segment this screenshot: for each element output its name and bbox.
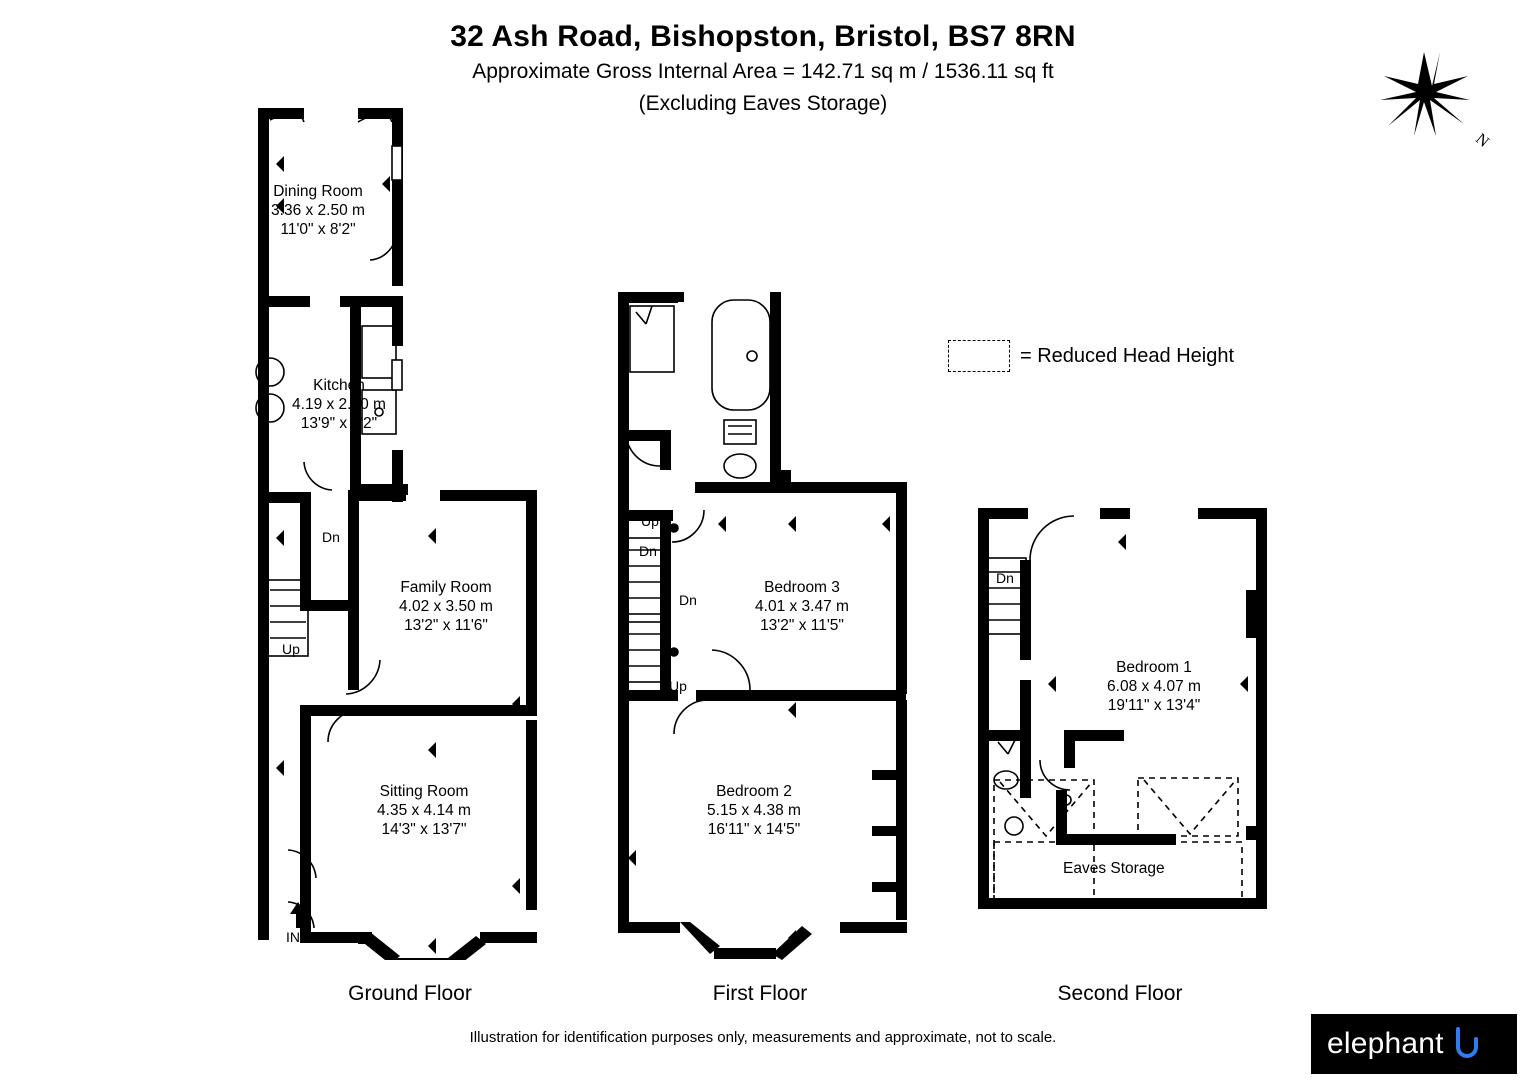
room-label-bedroom-3: Bedroom 3 4.01 x 3.47 m 13'2" x 11'5" [755, 579, 849, 634]
second-floor-marker-dn: Dn [996, 570, 1014, 586]
first-floor-marker-dn-2: Dn [679, 592, 697, 608]
first-floor-marker-up-1: Up [641, 513, 659, 529]
compass-north-label: N [1472, 130, 1493, 151]
floor-caption-second: Second Floor [1057, 982, 1183, 1005]
first-floor-marker-dn-1: Dn [639, 543, 657, 559]
area-summary: Approximate Gross Internal Area = 142.71 sq m / 1536.11 sq ft [472, 60, 1054, 83]
ground-floor-marker-dn: Dn [322, 529, 340, 545]
elephant-mark-icon [1452, 1027, 1482, 1061]
legend-label: = Reduced Head Height [1020, 344, 1235, 367]
eaves-storage-label: Eaves Storage [1063, 860, 1165, 877]
disclaimer-text: Illustration for identification purposes only, measurements and approximate, not to scale. [469, 1029, 1057, 1046]
room-label-bedroom-1: Bedroom 1 6.08 x 4.07 m 19'11" x 13'4" [1107, 659, 1201, 714]
ground-floor-marker-up: Up [282, 641, 300, 657]
brand-logo [1311, 1014, 1517, 1074]
room-label-kitchen: Kitchen 4.19 x 2.50 m 13'9" x 8'2" [292, 377, 386, 432]
room-label-dining-room: Dining Room 3.36 x 2.50 m 11'0" x 8'2" [271, 183, 365, 238]
area-exclusion-note: (Excluding Eaves Storage) [638, 92, 888, 115]
ground-floor-marker-in: IN [286, 929, 300, 945]
brand-name: elephant [1327, 1027, 1444, 1060]
room-label-sitting-room: Sitting Room 4.35 x 4.14 m 14'3" x 13'7" [377, 783, 471, 838]
legend [948, 340, 1234, 372]
legend-swatch-reduced-head-height [948, 340, 1010, 372]
first-floor-marker-up-2: Up [669, 678, 687, 694]
floor-caption-first: First Floor [712, 982, 808, 1005]
compass-rose [1372, 48, 1492, 158]
page-title: 32 Ash Road, Bishopston, Bristol, BS7 8RN [450, 20, 1076, 53]
room-label-bedroom-2: Bedroom 2 5.15 x 4.38 m 16'11" x 14'5" [707, 783, 801, 838]
room-label-family-room: Family Room 4.02 x 3.50 m 13'2" x 11'6" [399, 579, 493, 634]
floor-caption-ground: Ground Floor [348, 982, 472, 1005]
entrance-arrow-icon [288, 902, 308, 928]
